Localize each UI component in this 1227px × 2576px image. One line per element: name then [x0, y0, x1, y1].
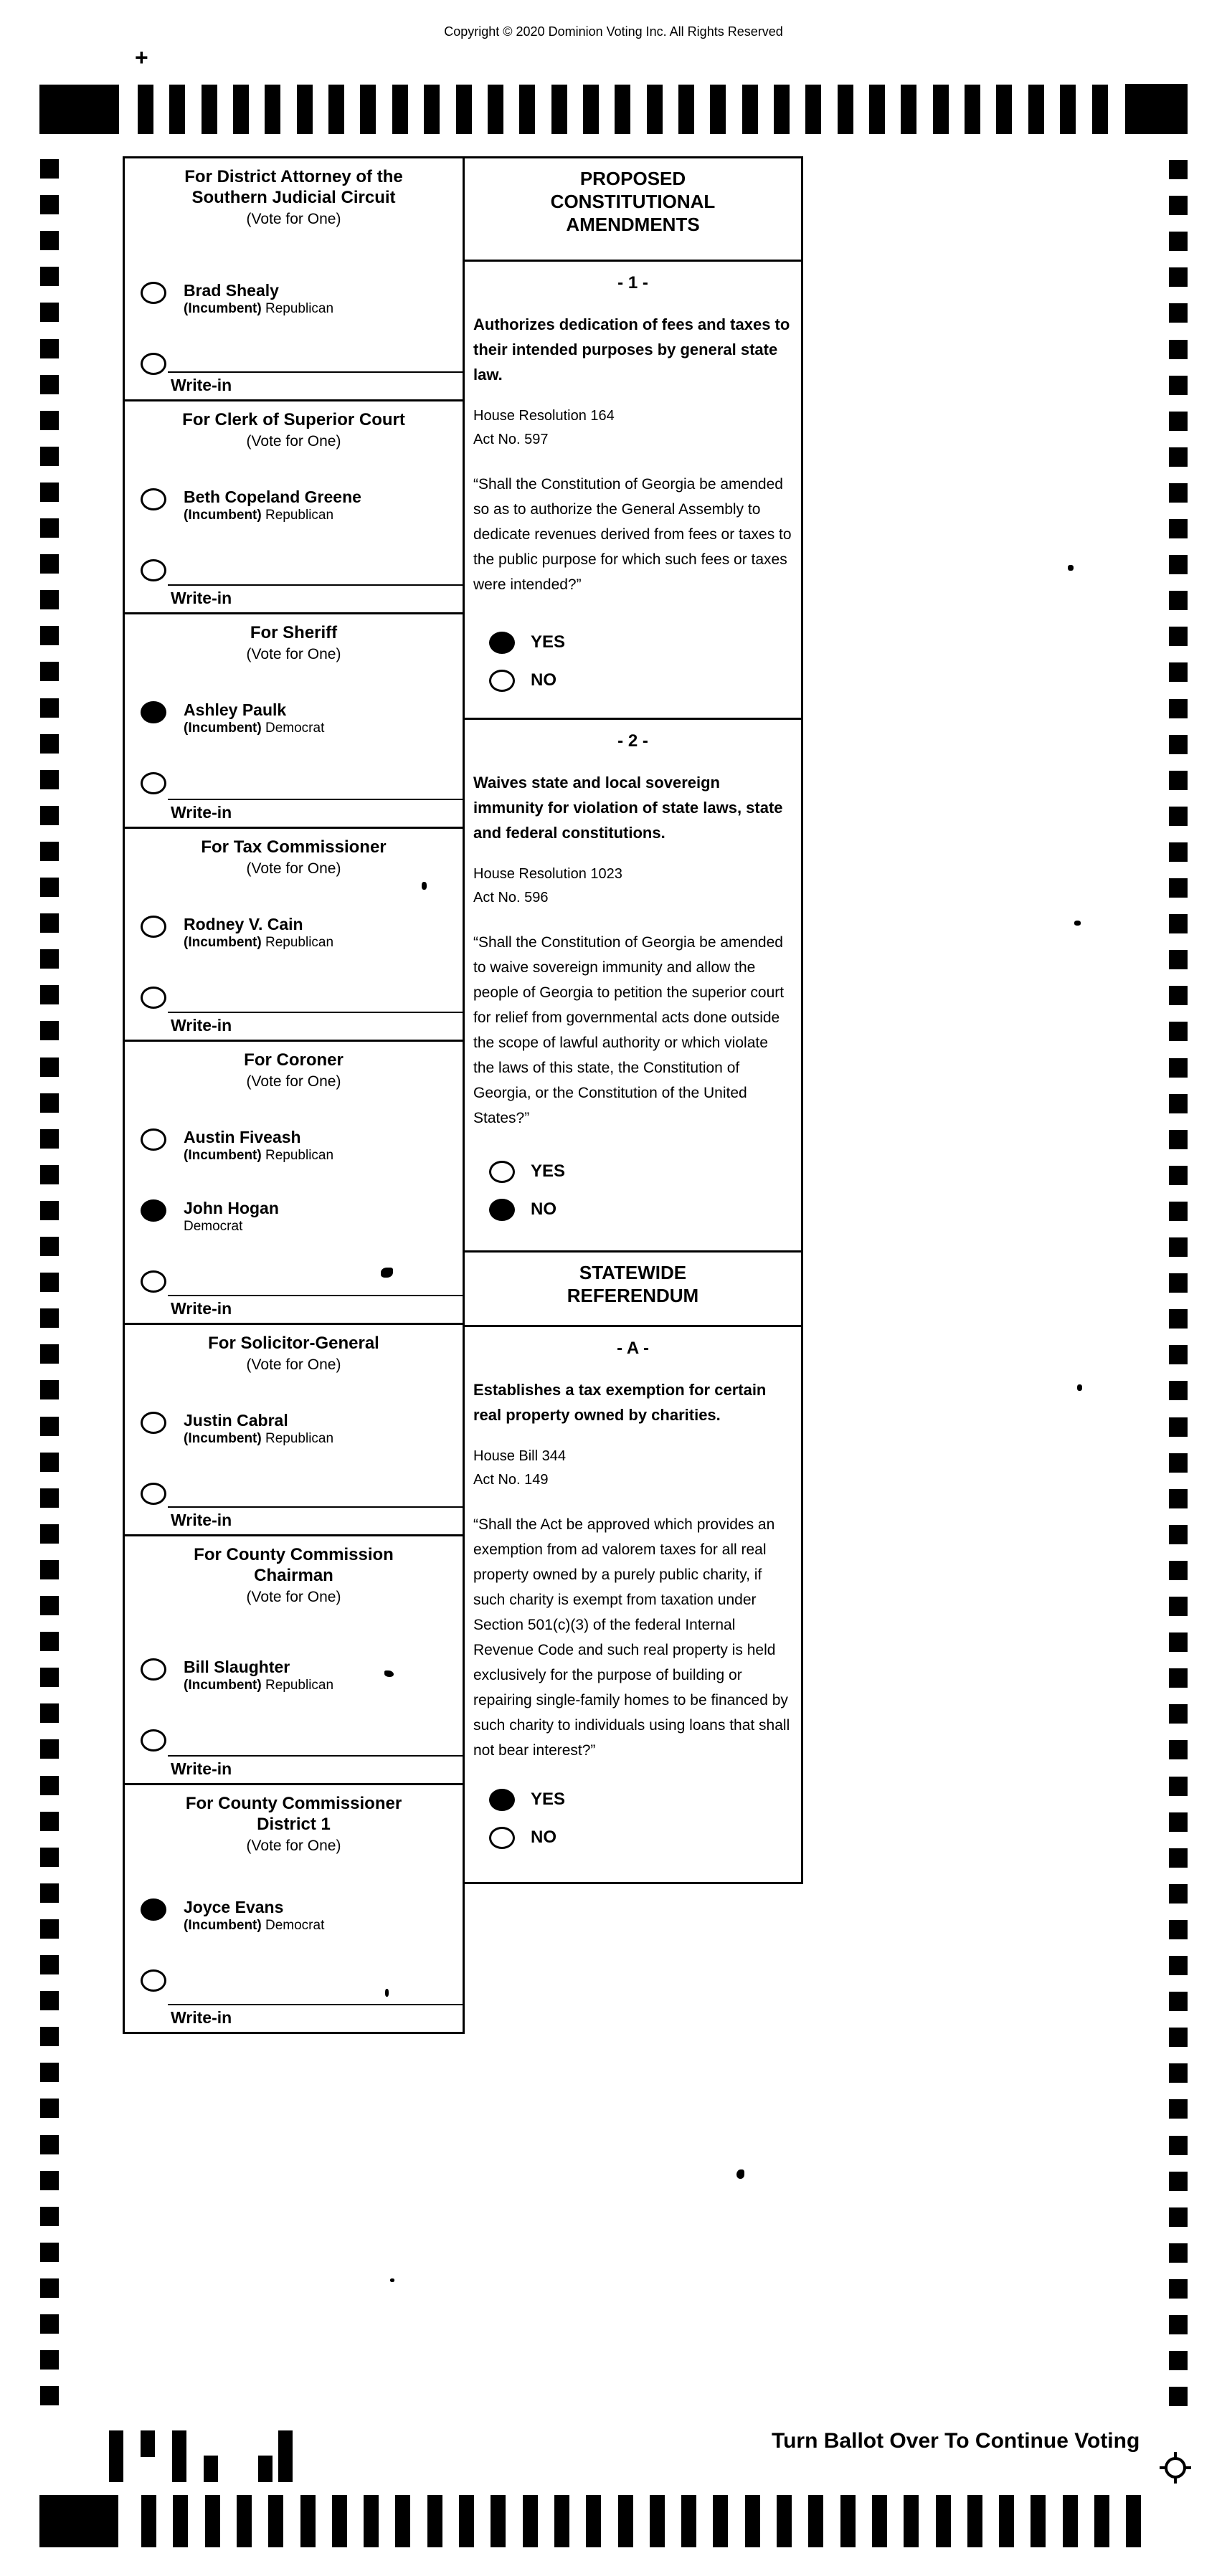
write-in-option	[141, 771, 463, 794]
race-title: For District Attorney of the	[184, 167, 403, 186]
race-tax-commissioner	[123, 827, 465, 1042]
write-in-option	[141, 1728, 463, 1752]
scan-speck	[736, 2169, 744, 2179]
race-coroner	[123, 1040, 465, 1325]
candidate-option	[141, 1897, 463, 1934]
write-in-area[interactable]: Write-in	[168, 799, 463, 825]
incumbent-label: (Incumbent)	[184, 1148, 262, 1163]
vote-bubble[interactable]	[141, 488, 166, 510]
write-in-option	[141, 1481, 463, 1505]
write-in-bubble[interactable]	[141, 353, 166, 375]
no-option	[489, 668, 801, 692]
incumbent-label: (Incumbent)	[184, 721, 262, 736]
vote-for-instruction: (Vote for One)	[246, 1838, 341, 1854]
incumbent-label: (Incumbent)	[184, 301, 262, 316]
race-clerk-superior-court	[123, 399, 465, 614]
incumbent-label: (Incumbent)	[184, 508, 262, 523]
measure-amendment-2	[463, 718, 803, 1253]
candidate-name: Rodney V. Cain	[184, 915, 303, 933]
candidate-name: Ashley Paulk	[184, 700, 287, 719]
race-title: For Solicitor-General	[208, 1334, 379, 1353]
scan-speck	[384, 1670, 394, 1677]
race-title: For County Commissioner	[185, 1794, 402, 1813]
vote-bubble[interactable]	[141, 916, 166, 938]
no-bubble[interactable]	[489, 1199, 515, 1221]
race-title: For Coroner	[244, 1050, 344, 1070]
measures-column	[463, 156, 803, 1884]
registration-plus-mark: +	[135, 44, 148, 70]
yes-option	[489, 1787, 801, 1811]
measure-amendment-1	[463, 260, 803, 720]
no-bubble[interactable]	[489, 670, 515, 692]
race-county-commissioner-district-1	[123, 1783, 465, 2034]
measure-question: “Shall the Act be approved which provides an exemption from ad valorem taxes for all real property owned by a purely public charity, if such charity is exempt from taxation under Section 501(c)(3) of the federal Internal Revenue Code and such real property is held exclusively for the purpose of building or repairing single-family homes to be financed by such charity to individuals using loans that shall not bear interest?”	[473, 1516, 790, 1759]
candidate-option	[141, 914, 463, 951]
vote-for-instruction: (Vote for One)	[246, 860, 341, 877]
barcode-label: 45	[276, 2442, 288, 2453]
scan-speck	[422, 882, 427, 890]
section-header-line: AMENDMENTS	[566, 214, 700, 235]
party-label: Republican	[265, 1678, 334, 1693]
measure-summary: Waives state and local sovereign immunity for violation of state laws, state and federal constitutions.	[473, 774, 783, 842]
race-title-line2: Chairman	[254, 1566, 333, 1585]
candidate-option	[141, 1410, 463, 1447]
measure-act-number: Act No. 597	[473, 432, 549, 447]
candidate-name: Justin Cabral	[184, 1411, 288, 1430]
write-in-bubble[interactable]	[141, 1270, 166, 1293]
candidate-option	[141, 487, 463, 523]
section-header-line: CONSTITUTIONAL	[550, 191, 716, 212]
write-in-option	[141, 1968, 463, 1992]
vote-bubble[interactable]	[141, 701, 166, 723]
scan-speck	[1068, 565, 1074, 571]
candidate-option	[141, 700, 463, 736]
race-title-line2: District 1	[257, 1815, 331, 1834]
candidate-option	[141, 1198, 463, 1235]
copyright-line: Copyright © 2020 Dominion Voting Inc. All Rights Reserved	[444, 24, 783, 39]
candidate-option	[141, 1127, 463, 1164]
no-label: NO	[531, 670, 556, 690]
vote-bubble[interactable]	[141, 1898, 166, 1921]
section-header-line: REFERENDUM	[567, 1285, 699, 1306]
incumbent-label: (Incumbent)	[184, 1918, 262, 1933]
write-in-option	[141, 558, 463, 581]
measure-number: - A -	[617, 1339, 649, 1358]
scan-speck	[1074, 921, 1081, 926]
write-in-bubble[interactable]	[141, 987, 166, 1009]
race-solicitor-general	[123, 1323, 465, 1536]
race-sheriff	[123, 612, 465, 829]
vote-bubble[interactable]	[141, 1658, 166, 1681]
scan-speck	[381, 1268, 393, 1278]
measure-act-number: Act No. 596	[473, 890, 549, 906]
measure-resolution: House Bill 344	[473, 1448, 566, 1464]
scan-speck	[390, 2278, 394, 2282]
yes-bubble[interactable]	[489, 1789, 515, 1811]
turn-ballot-over-instruction: Turn Ballot Over To Continue Voting	[772, 2429, 1140, 2453]
measure-question: “Shall the Constitution of Georgia be amended to waive sovereign immunity and allow the people of Georgia to petition the superior court for relief from governmental acts done outside the scope of lawful authority or which violate the laws of this state, the Constitution of Georgia, or the Constitution of the United States?”	[473, 934, 785, 1126]
measure-number: - 1 -	[617, 273, 648, 293]
section-header-line: PROPOSED	[579, 168, 686, 189]
write-in-area[interactable]: Write-in	[168, 371, 463, 398]
scan-speck	[385, 1989, 389, 1997]
write-in-bubble[interactable]	[141, 772, 166, 794]
write-in-area[interactable]: Write-in	[168, 1506, 463, 1533]
party-label: Democrat	[184, 1219, 243, 1234]
write-in-area[interactable]: Write-in	[168, 2004, 463, 2030]
party-label: Democrat	[265, 721, 325, 736]
no-bubble[interactable]	[489, 1827, 515, 1849]
section-header-constitutional-amendments	[463, 156, 803, 262]
candidate-name: Bill Slaughter	[184, 1658, 290, 1676]
measure-summary: Establishes a tax exemption for certain real property owned by charities.	[473, 1381, 767, 1424]
yes-label: YES	[531, 1161, 566, 1181]
candidate-name: Beth Copeland Greene	[184, 488, 361, 506]
party-label: Republican	[265, 935, 334, 950]
measure-referendum-a	[463, 1325, 803, 1884]
candidate-name: Brad Shealy	[184, 281, 279, 300]
party-label: Republican	[265, 301, 334, 316]
vote-for-instruction: (Vote for One)	[246, 1073, 341, 1090]
race-title: For County Commission	[194, 1545, 394, 1564]
write-in-bubble[interactable]	[141, 1729, 166, 1752]
section-header-line: STATEWIDE	[579, 1262, 687, 1283]
write-in-option	[141, 985, 463, 1009]
candidate-name: Joyce Evans	[184, 1898, 284, 1916]
write-in-bubble[interactable]	[141, 1969, 166, 1992]
measure-summary: Authorizes dedication of fees and taxes to their intended purposes by general state law.	[473, 315, 790, 384]
alignment-target-icon	[1158, 2451, 1193, 2489]
vote-bubble[interactable]	[141, 1128, 166, 1151]
incumbent-label: (Incumbent)	[184, 935, 262, 950]
yes-bubble[interactable]	[489, 632, 515, 654]
write-in-area[interactable]: Write-in	[168, 1295, 463, 1321]
yes-label: YES	[531, 1789, 566, 1809]
race-district-attorney	[123, 156, 465, 401]
vote-for-instruction: (Vote for One)	[246, 1356, 341, 1373]
vote-for-instruction: (Vote for One)	[246, 433, 341, 450]
write-in-area[interactable]: Write-in	[168, 1755, 463, 1782]
measure-resolution: House Resolution 164	[473, 408, 615, 424]
no-label: NO	[531, 1199, 556, 1219]
measure-act-number: Act No. 149	[473, 1472, 549, 1488]
write-in-bubble[interactable]	[141, 559, 166, 581]
section-header-statewide-referendum	[463, 1250, 803, 1327]
vote-bubble[interactable]	[141, 1412, 166, 1434]
vote-for-instruction: (Vote for One)	[246, 211, 341, 227]
yes-option	[489, 1159, 801, 1183]
candidate-name: Austin Fiveash	[184, 1128, 301, 1146]
measure-number: - 2 -	[617, 731, 648, 751]
measure-resolution: House Resolution 1023	[473, 866, 622, 882]
party-label: Democrat	[265, 1918, 325, 1933]
party-label: Republican	[265, 1148, 334, 1163]
party-label: Republican	[265, 508, 334, 523]
no-option	[489, 1825, 801, 1849]
vote-bubble[interactable]	[141, 282, 166, 304]
candidate-name: John Hogan	[184, 1199, 279, 1217]
vote-bubble[interactable]	[141, 1199, 166, 1222]
yes-bubble[interactable]	[489, 1161, 515, 1183]
race-title-line2: Southern Judicial Circuit	[191, 188, 396, 207]
scan-speck	[1077, 1384, 1082, 1391]
races-column	[123, 156, 465, 2034]
race-county-commission-chairman	[123, 1534, 465, 1785]
measure-question: “Shall the Constitution of Georgia be amended so as to authorize the General Assembly to dedicate revenues derived from fees or taxes to the public purpose for which such fees or taxes were intended?”	[473, 476, 792, 593]
incumbent-label: (Incumbent)	[184, 1678, 262, 1693]
race-title: For Sheriff	[250, 623, 338, 642]
no-label: NO	[531, 1827, 556, 1847]
race-title: For Clerk of Superior Court	[182, 410, 405, 429]
yes-label: YES	[531, 632, 566, 652]
party-label: Republican	[265, 1431, 334, 1446]
write-in-area[interactable]: Write-in	[168, 584, 463, 611]
no-option	[489, 1197, 801, 1221]
yes-option	[489, 630, 801, 654]
incumbent-label: (Incumbent)	[184, 1431, 262, 1446]
race-title: For Tax Commissioner	[201, 837, 387, 857]
vote-for-instruction: (Vote for One)	[246, 646, 341, 662]
write-in-option	[141, 1269, 463, 1293]
write-in-area[interactable]: Write-in	[168, 1012, 463, 1038]
vote-for-instruction: (Vote for One)	[246, 1589, 341, 1605]
candidate-option	[141, 280, 463, 317]
candidate-option	[141, 1657, 463, 1693]
write-in-bubble[interactable]	[141, 1483, 166, 1505]
